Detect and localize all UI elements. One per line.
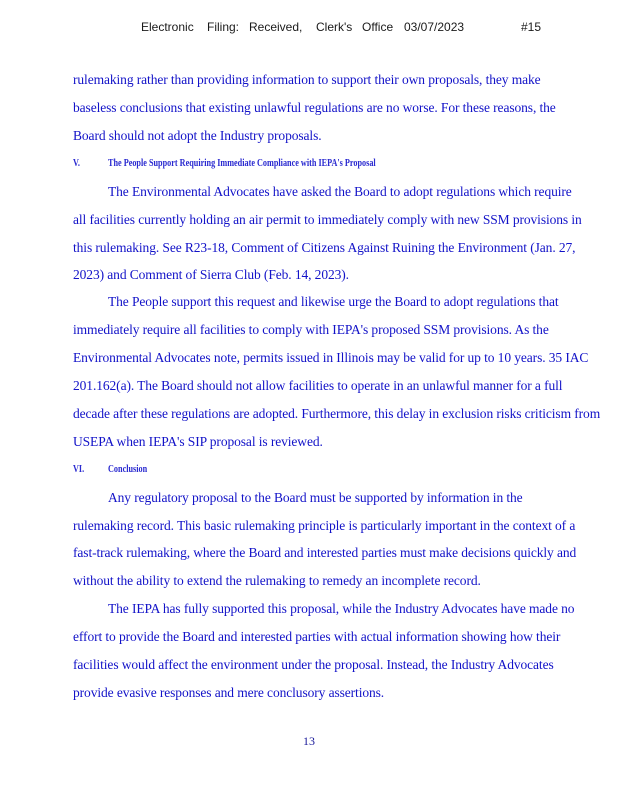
header-electronic: Electronic — [141, 20, 194, 34]
header-filing: Filing: — [207, 20, 240, 34]
header-clerks: Clerk's — [316, 20, 353, 34]
body-line: 2023) and Comment of Sierra Club (Feb. 14, 2023). — [73, 267, 349, 282]
body-line: all facilities currently holding an air permit to immediately comply with new SSM provisions in — [73, 212, 582, 227]
section-heading: The People Support Requiring Immediate Compliance with IEPA's Proposal — [108, 158, 376, 169]
section-heading: Conclusion — [108, 464, 148, 475]
body-line: The People support this request and likewise urge the Board to adopt regulations that — [108, 294, 559, 309]
header-office: Office — [362, 20, 394, 34]
body-line: Environmental Advocates note, permits issued in Illinois may be valid for up to 10 years. 35 IAC — [73, 350, 589, 365]
body-line: decade after these regulations are adopted. Furthermore, this delay in exclusion risks criticism from — [73, 406, 601, 421]
body-line: without the ability to extend the rulemaking to remedy an incomplete record. — [73, 573, 481, 588]
body-line: Board should not adopt the Industry proposals. — [73, 128, 322, 143]
section-number: VI. — [73, 464, 85, 475]
body-line: 201.162(a). The Board should not allow facilities to operate in an unlawful manner for a full — [73, 378, 563, 393]
body-line: this rulemaking. See R23-18, Comment of Citizens Against Ruining the Environment (Jan. 27, — [73, 240, 576, 255]
body-line: The Environmental Advocates have asked the Board to adopt regulations which require — [108, 184, 572, 199]
body-line: The IEPA has fully supported this proposal, while the Industry Advocates have made no — [108, 601, 575, 616]
header-date: 03/07/2023 — [404, 20, 465, 34]
body-line: rulemaking record. This basic rulemaking principle is particularly important in the context of a — [73, 518, 576, 533]
header-received: Received, — [249, 20, 303, 34]
section-number: V. — [73, 158, 80, 169]
body-line: baseless conclusions that existing unlawful regulations are no worse. For these reasons, the — [73, 100, 556, 115]
body-line: facilities would affect the environment under the proposal. Instead, the Industry Advocates — [73, 657, 554, 672]
page-number: 13 — [303, 734, 315, 748]
body-line: effort to provide the Board and interested parties with actual information showing how their — [73, 629, 561, 644]
body-line: fast-track rulemaking, where the Board and interested parties must make decisions quickly and — [73, 545, 577, 560]
body-line: immediately require all facilities to comply with IEPA's proposed SSM provisions. As the — [73, 322, 549, 337]
body-line: rulemaking rather than providing information to support their own proposals, they make — [73, 72, 541, 87]
body-line: provide evasive responses and mere conclusory assertions. — [73, 685, 385, 700]
body-line: Any regulatory proposal to the Board must be supported by information in the — [108, 490, 523, 505]
body-line: USEPA when IEPA's SIP proposal is reviewed. — [73, 434, 323, 449]
header-doc-number: #15 — [521, 20, 542, 34]
